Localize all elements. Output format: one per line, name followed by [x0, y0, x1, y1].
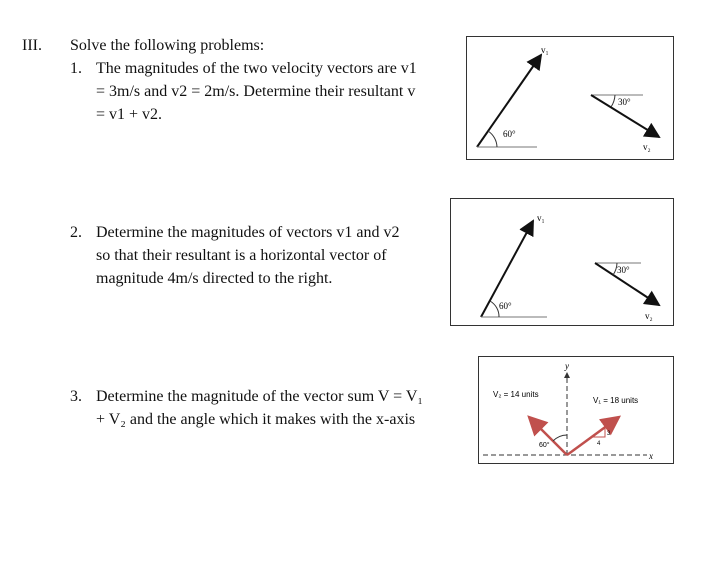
angle-label-30: 30°	[618, 97, 631, 107]
problem-1-line-3: = v1 + v2.	[96, 106, 163, 123]
v2-label: V₂ = 14 units	[493, 390, 539, 399]
problem-1-line-1: The magnitudes of the two velocity vectors are v1	[96, 60, 417, 77]
y-axis-label: y	[565, 361, 569, 371]
problem-2-vector-diagram	[451, 199, 675, 327]
problem-1-vector-diagram	[467, 37, 675, 161]
x-axis-label: x	[649, 451, 653, 461]
angle-label-60: 60°	[499, 301, 512, 311]
v2-label: v₂	[643, 142, 651, 152]
problem-3-figure	[478, 356, 674, 464]
problem-3-line-2: + V₂ and the angle which it makes with the x-axis	[96, 411, 416, 428]
problem-2-line-3: magnitude 4m/s directed to the right.	[96, 270, 333, 287]
slope-run-label: 4	[597, 441, 601, 447]
problem-2-line-2: so that their resultant is a horizontal vector of	[96, 247, 387, 264]
angle-label-60: 60°	[503, 129, 516, 139]
angle-label-30: 30°	[617, 265, 630, 275]
problem-1-figure	[466, 36, 674, 160]
v1-vector	[567, 417, 619, 455]
section-numeral: III.	[22, 37, 42, 54]
angle-label-60: 60°	[539, 442, 550, 449]
v1-label: V₁ = 18 units	[593, 396, 639, 405]
v1-label: v₁	[541, 45, 549, 55]
problem-1-line-2: = 3m/s and v2 = 2m/s. Determine their resultant v	[96, 83, 416, 100]
problem-3-line-1: Determine the magnitude of the vector sum V = V₁	[96, 388, 423, 405]
v1-label: v₁	[537, 213, 545, 223]
problem-2-line-1: Determine the magnitudes of vectors v1 and v2	[96, 224, 400, 241]
angle-arc-60	[553, 435, 567, 441]
angle-arc-60	[488, 131, 497, 147]
problem-1-number: 1.	[70, 60, 82, 77]
section-heading: Solve the following problems:	[70, 37, 265, 54]
angle-arc-30	[611, 95, 615, 107]
problem-3-vector-diagram	[479, 357, 675, 465]
v2-label: v₂	[645, 311, 653, 321]
problem-3-number: 3.	[70, 388, 82, 405]
problem-2-number: 2.	[70, 224, 82, 241]
slope-rise-label: 3	[607, 431, 611, 437]
problem-2-figure	[450, 198, 674, 326]
angle-arc-60	[490, 301, 499, 317]
